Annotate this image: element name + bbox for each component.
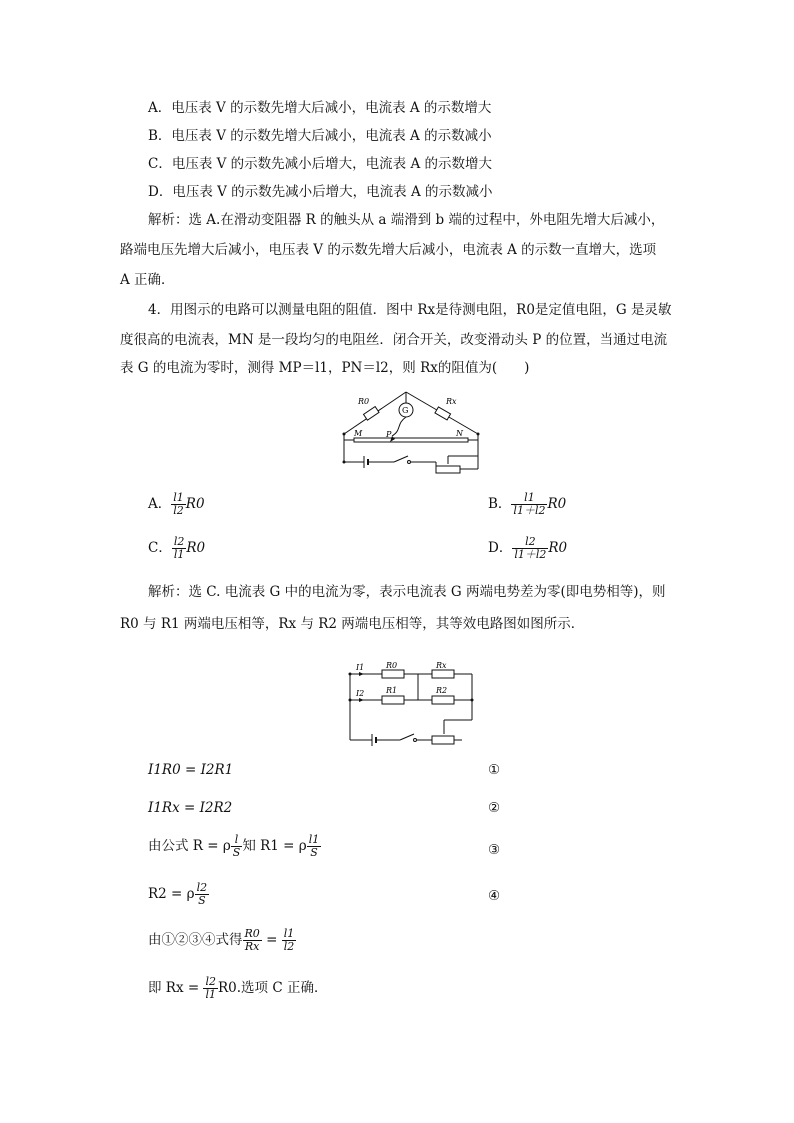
q4-line1: 4．用图示的电路可以测量电阻的阻值．图中 Rx是待测电阻，R0是定值电阻，G 是灵敏 bbox=[148, 302, 672, 318]
label-m: M bbox=[354, 429, 363, 438]
answer-a: A． $\frac{l1}{l2}$ R0 bbox=[148, 491, 205, 517]
label-r0: R0 bbox=[358, 397, 370, 406]
analysis-q3-line2: 路端电压先增大后减小，电压表 V 的示数先增大后减小，电流表 A 的示数一直增大，选项 bbox=[120, 242, 657, 258]
analysis-q3-line1: 解析：选 A.在滑动变阻器 R 的触头从 a 端滑到 b 端的过程中，外电阻先增大后减小， bbox=[148, 212, 665, 228]
equation-3-mark: ③ bbox=[488, 842, 501, 858]
option-a: A．电压表 V 的示数先增大后减小，电流表 A 的示数增大 bbox=[148, 100, 492, 116]
answer-c: C． $\frac{l2}{l1}$ R0 bbox=[148, 535, 206, 561]
label-rx: Rx bbox=[446, 397, 457, 406]
analysis-q4-line2: R0 与 R1 两端电压相等，Rx 与 R2 两端电压相等，其等效电路图如图所示． bbox=[120, 616, 585, 632]
bridge-circuit-diagram bbox=[336, 384, 486, 484]
analysis-q3-line3: A 正确． bbox=[120, 272, 175, 288]
derivation-line: 由①②③④式得 $\frac{R0}{Rx}$ = $\frac{l1}{l2}$ bbox=[148, 927, 295, 953]
q4-line3: 表 G 的电流为零时，测得 MP＝l1，PN＝l2，则 Rx的阻值为( ) bbox=[120, 360, 530, 376]
label-i1: I1 bbox=[356, 663, 365, 672]
final-answer-line: 即 Rx = $\frac{l2}{l1}$ R0.选项 C 正确． bbox=[148, 975, 328, 1001]
label-p: P bbox=[386, 430, 392, 439]
option-c: C．电压表 V 的示数先减小后增大，电流表 A 的示数增大 bbox=[148, 156, 492, 172]
option-d: D．电压表 V 的示数先减小后增大，电流表 A 的示数减小 bbox=[148, 184, 493, 200]
label-r2: R2 bbox=[436, 686, 448, 695]
equation-1-mark: ① bbox=[488, 762, 501, 778]
label-r0-eq: R0 bbox=[386, 661, 398, 670]
equation-4-mark: ④ bbox=[488, 888, 501, 904]
label-n: N bbox=[456, 429, 463, 438]
label-g: G bbox=[402, 406, 409, 415]
equation-1: I1R0 = I2R1 bbox=[148, 762, 234, 778]
label-r1: R1 bbox=[386, 686, 398, 695]
analysis-q4-line1: 解析：选 C. 电流表 G 中的电流为零，表示电流表 G 两端电势差为零(即电势相等)，则 bbox=[148, 584, 666, 600]
option-b: B．电压表 V 的示数先增大后减小，电流表 A 的示数减小 bbox=[148, 128, 492, 144]
equation-2: I1Rx = I2R2 bbox=[148, 800, 233, 816]
label-i2: I2 bbox=[356, 689, 365, 698]
q4-line2: 度很高的电流表，MN 是一段均匀的电阻丝．闭合开关，改变滑动头 P 的位置，当通过电流 bbox=[120, 332, 668, 348]
equivalent-circuit-diagram bbox=[344, 660, 474, 746]
equation-2-mark: ② bbox=[488, 800, 501, 816]
label-rx-eq: Rx bbox=[436, 661, 447, 670]
answer-d: D． $\frac{l2}{l1+l2}$ R0 bbox=[488, 535, 568, 561]
answer-b: B． $\frac{l1}{l1+l2}$ R0 bbox=[488, 491, 567, 517]
equation-3: 由公式 R = ρ $\frac{l}{S}$ 知 R1 = ρ $\frac{l1}{S}$ bbox=[148, 833, 320, 859]
equation-4: R2 = ρ $\frac{l2}{S}$ bbox=[148, 881, 208, 907]
